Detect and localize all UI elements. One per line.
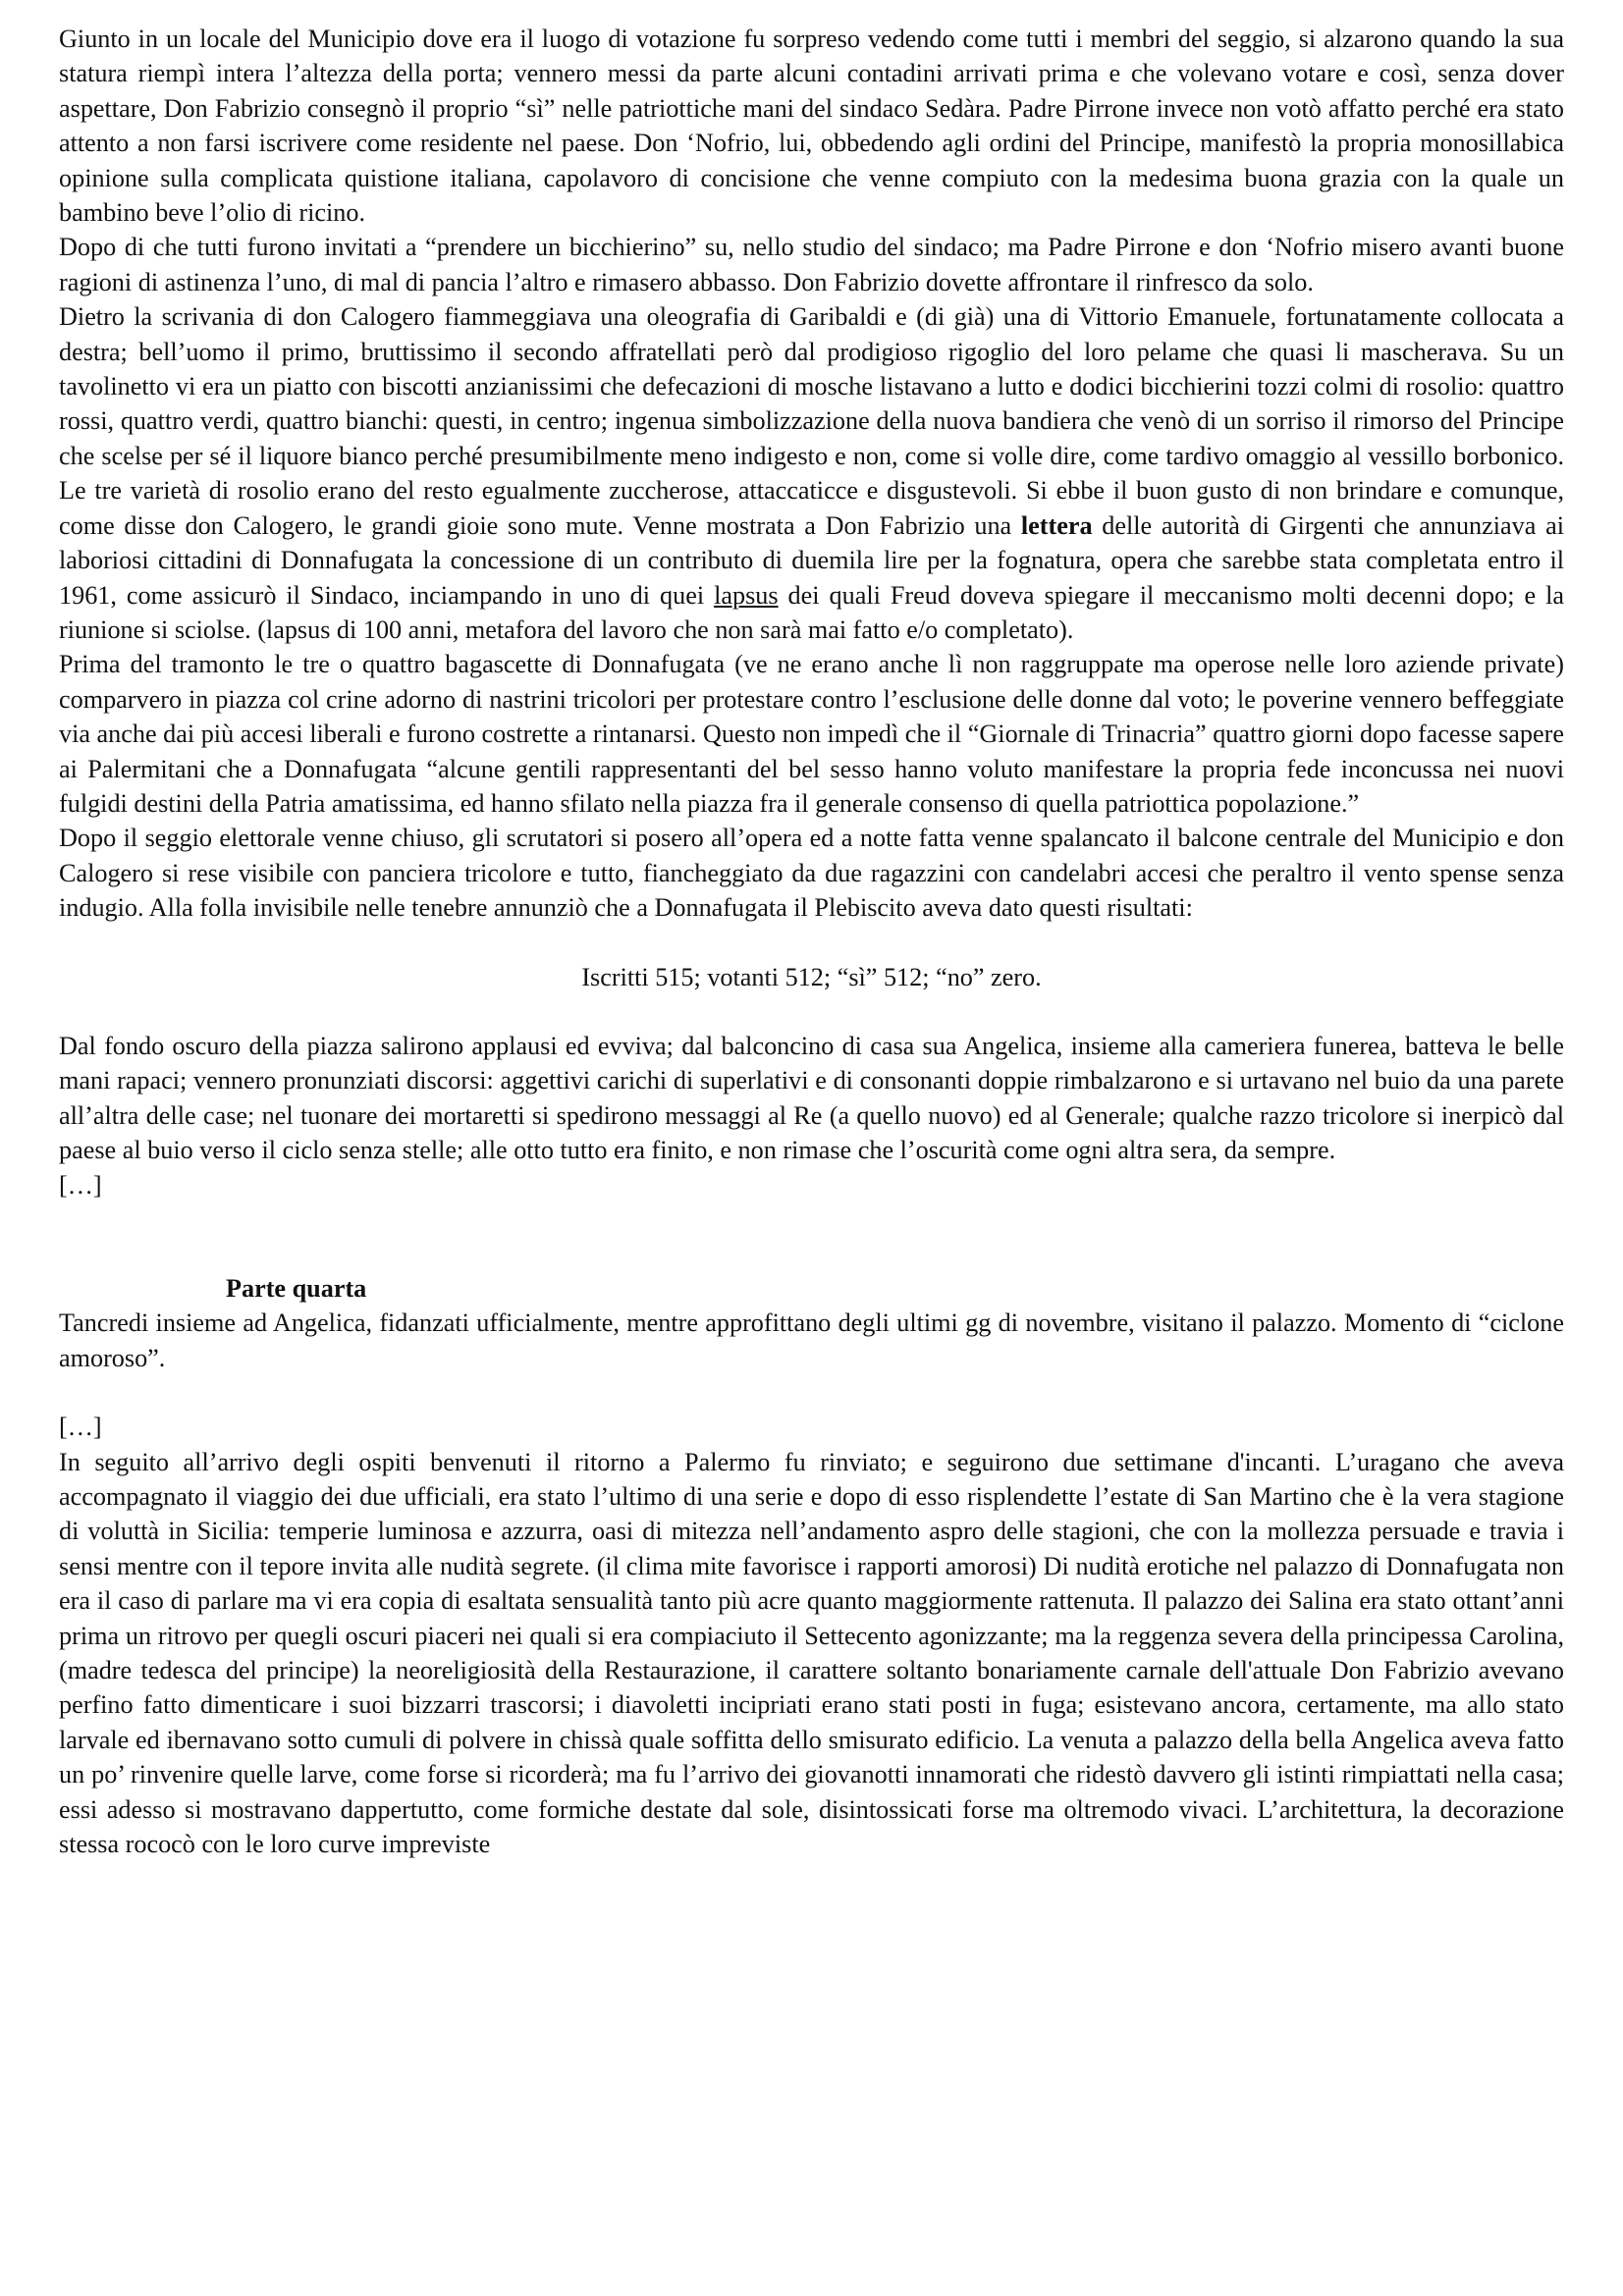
paragraph-bicchierino: Dopo di che tutti furono invitati a “prendere un bicchierino” su, nello studio del sindaco; ma Padre Pirrone e don ‘Nofrio misero avanti buone ragioni di astinenza l’uno, di mal di pancia l’altro e rimasero abbasso. Don Fabrizio dovette affrontare il rinfresco da solo. [59, 233, 1564, 296]
plebiscito-results: Iscritti 515; votanti 512; “sì” 512; “no” zero. [581, 962, 1042, 991]
document-page [59, 22, 1564, 1862]
spacer [59, 926, 1564, 960]
underlined-word-lapsus: lapsus [714, 580, 779, 610]
paragraph-scrivania-text-a: Dietro la scrivania di don Calogero fiammeggiava una oleografia di Garibaldi e (di già) una di Vittorio Emanuele, fortunatamente collocata a destra; bell’uomo il primo, bruttissimo il secondo affratellati però dal prodigioso rigoglio del loro pelame che quasi li mascherava. Su un tavolinetto vi era un piatto con biscotti anzianissimi che defecazioni di mosche listavano a lutto e dodici bicchierini tozzi colmi di rosolio: quattro rossi, quattro verdi, quattro bianchi: questi, in centro; ingenua simbolizzazione della nuova bandiera che venò di un sorriso il rimorso del Principe che scelse per sé il liquore bianco perché presumibilmente meno indigesto e non, come si volle dire, come tardivo omaggio al vessillo borbonico. Le tre varietà di rosolio erano del resto egualmente zuccherose, attaccaticce e disgustevoli. Si ebbe il buon gusto di non brindare e comunque, come disse don Calogero, le grandi gioie sono mute. Venne mostrata a Don Fabrizio una [59, 302, 1564, 540]
section-heading: Parte quarta [226, 1274, 367, 1303]
paragraph-seggio: Dopo il seggio elettorale venne chiuso, gli scrutatori si posero all’opera ed a notte fatta venne spalancato il balcone centrale del Municipio e don Calogero si rese visibile con panciera tricolore e tutto, fiancheggiato da due ragazzini con candelabri accesi che peraltro il vento spense senza indugio. Alla folla invisibile nelle tenebre annunziò che a Donnafugata il Plebiscito aveva dato questi risultati: [59, 824, 1564, 923]
ellipsis-marker: […] [59, 1170, 102, 1200]
paragraph-bagascette: Prima del tramonto le tre o quattro bagascette di Donnafugata (ve ne erano anche lì non raggruppate ma operose nelle loro aziende private) comparvero in piazza col crine adorno di nastrini tricolori per protestare contro l’esclusione delle donne dal voto; le poverine vennero beffeggiate via anche dai più accesi liberali e furono costrette a rintanarsi. Questo non impedì che il “Giornale di Trinacria” quattro giorni dopo facesse sapere ai Palermitani che a Donnafugata “alcune gentili rappresentanti del bel sesso hanno voluto manifestare la propria fede inconcussa nei nuovi fulgidi destini della Patria amatissima, ed hanno sfilato nella piazza fra il generale consenso di quella patriottica popolazione.” [59, 650, 1564, 818]
paragraph-voting: Giunto in un locale del Municipio dove era il luogo di votazione fu sorpreso vedendo come tutti i membri del seggio, si alzarono quando la sua statura riempì intera l’altezza della porta; vennero messi da parte alcuni contadini arrivati prima e che volevano votare e così, senza dover aspettare, Don Fabrizio consegnò il proprio “sì” nelle patriottiche mani del sindaco Sedàra. Padre Pirrone invece non votò affatto perché era stato attento a non farsi iscrivere come residente nel paese. Don ‘Nofrio, lui, obbedendo agli ordini del Principe, manifestò la propria monosillabica opinione sulla complicata quistione italiana, capolavoro di concisione che venne compiuto con la medesima buona grazia con la quale un bambino beve l’olio di ricino. [59, 25, 1564, 228]
paragraph-applausi: Dal fondo oscuro della piazza salirono applausi ed evviva; dal balconcino di casa sua Angelica, insieme alla cameriera funerea, batteva le belle mani rapaci; vennero pronunziati discorsi: aggettivi carichi di superlativi e di consonanti doppie rimbalzarono e si urtavano nel buio da una parete all’altra delle case; nel tuonare dei mortaretti si spedirono messaggi al Re (a quello nuovo) ed al Generale; qualche razzo tricolore si inerpicò dal paese al buio verso il ciclo senza stelle; alle otto tutto era finito, e non rimase che l’oscurità come ogni altra sera, da sempre. [59, 1031, 1564, 1165]
paragraph-scrivania [59, 299, 1564, 647]
paragraph-scrivania-text-b: delle autorità di Girgenti che annunziava ai laboriosi cittadini di Donnafugata la concessione di un contributo di duemila lire per la fognatura, opera che sarebbe stata completata entro il 1961, come assicurò il Sindaco, inciampando in uno di quei [59, 510, 1564, 610]
paragraph-scrivania-text-c: dei quali Freud doveva spiegare il meccanismo molti decenni dopo; e la riunione si sciolse. (lapsus di 100 anni, metafora del lavoro che non sarà mai fatto e/o completato). [59, 580, 1564, 644]
spacer [59, 1237, 1564, 1271]
spacer [59, 994, 1564, 1029]
ellipsis-marker: […] [59, 1413, 102, 1442]
spacer [59, 1375, 1564, 1410]
spacer [59, 1202, 1564, 1237]
paragraph-estate-san-martino: In seguito all’arrivo degli ospiti benvenuti il ritorno a Palermo fu rinviato; e seguirono due settimane d'incanti. L’uragano che aveva accompagnato il viaggio dei due ufficiali, era stato l’ultimo di una serie e dopo di esso risplendette l’estate di San Martino che è la vera stagione di voluttà in Sicilia: temperie luminosa e azzurra, oasi di mitezza nell’andamento aspro delle stagioni, che con la mollezza persuade e travia i sensi mentre con il tepore invita alle nudità segrete. (il clima mite favorisce i rapporti amorosi) Di nudità erotiche nel palazzo di Donnafugata non era il caso di parlare ma vi era copia di esaltata sensualità tanto più acre quanto maggiormente rattenuta. Il palazzo dei Salina era stato ottant’anni prima un ritrovo per quegli oscuri piaceri nei quali si era compiaciuto il Settecento agonizzante; ma la reggenza severa della principessa Carolina,(madre tedesca del principe) la neoreligiosità della Restaurazione, il carattere soltanto bonariamente carnale dell'attuale Don Fabrizio avevano perfino fatto dimenticare i suoi bizzarri trascorsi; i diavoletti incipriati erano stati posti in fuga; esistevano ancora, certamente, ma allo stato larvale ed ibernavano sotto cumuli di polvere in chissà quale soffitta dello smisurato edificio. La venuta a palazzo della bella Angelica aveva fatto un po’ rinvenire quelle larve, come forse si ricorderà; ma fu l’arrivo dei giovanotti innamorati che ridestò davvero gli istinti rimpiattati nella casa; essi adesso si mostravano dappertutto, come formiche destate dal sole, disintossicati forse ma oltremodo vivaci. L’architettura, la decorazione stessa rococò con le loro curve impreviste [59, 1447, 1564, 1859]
section-intro: Tancredi insieme ad Angelica, fidanzati ufficialmente, mentre approfittano degli ultimi gg di novembre, visitano il palazzo. Momento di “ciclone amoroso”. [59, 1308, 1564, 1372]
bold-word-lettera: lettera [1020, 510, 1093, 540]
